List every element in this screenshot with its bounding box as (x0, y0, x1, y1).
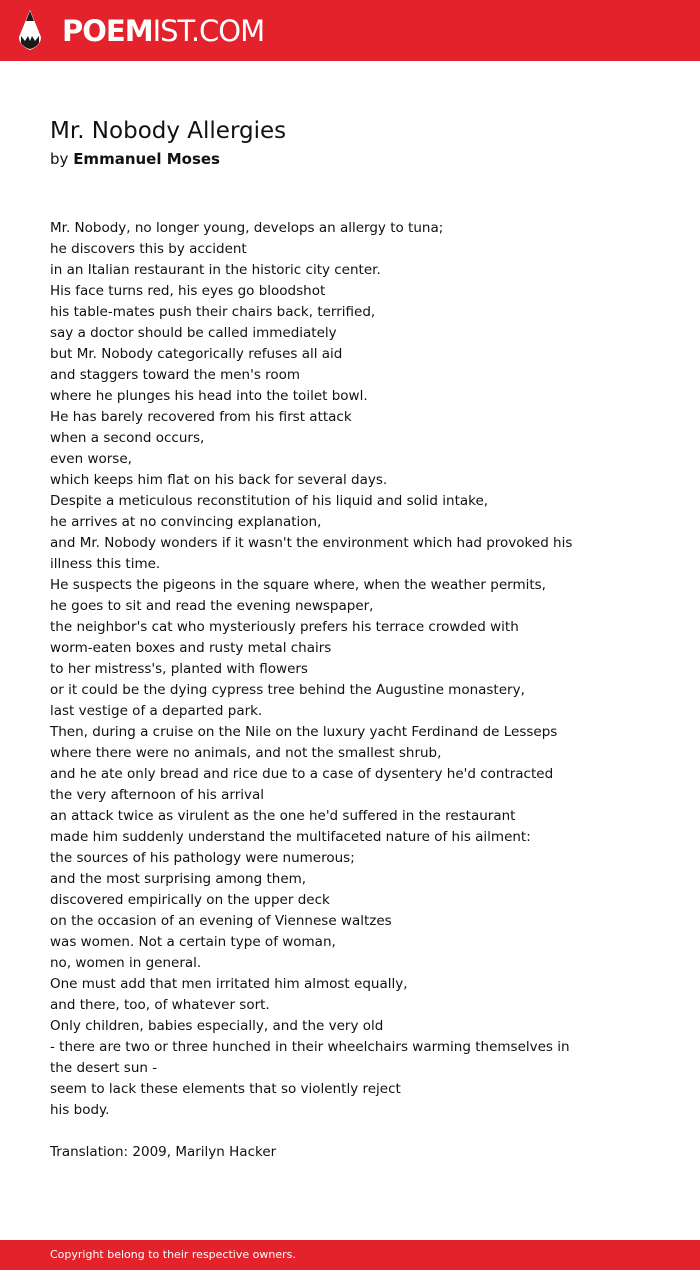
poem-line: the very afternoon of his arrival (50, 787, 265, 803)
site-logo[interactable] (62, 14, 264, 48)
poem-line: where there were no animals, and not the smallest shrub, (50, 745, 442, 761)
poem-body (50, 218, 670, 1163)
site-header (0, 0, 700, 61)
byline-label: by (50, 150, 69, 168)
poem-line: he arrives at no convincing explanation, (50, 514, 322, 530)
poem-line: even worse, (50, 451, 132, 467)
poem-line: Mr. Nobody, no longer young, develops an allergy to tuna; (50, 220, 444, 236)
copyright-text: Copyright belong to their respective owners. (50, 1248, 296, 1261)
poem-line: he discovers this by accident (50, 241, 247, 257)
logo-bold-text: POEM (62, 14, 153, 48)
poem-line: Only children, babies especially, and the very old (50, 1018, 384, 1034)
logo-light-text: IST.COM (152, 14, 265, 48)
poem-line: and the most surprising among them, (50, 871, 307, 887)
poem-line: Translation: 2009, Marilyn Hacker (50, 1144, 277, 1160)
poem-line: Then, during a cruise on the Nile on the luxury yacht Ferdinand de Lesseps (50, 724, 558, 740)
poem-line: last vestige of a departed park. (50, 703, 263, 719)
poem-line: but Mr. Nobody categorically refuses all aid (50, 346, 343, 362)
poem-line: One must add that men irritated him almost equally, (50, 976, 408, 992)
author-name: Emmanuel Moses (73, 150, 220, 168)
poem-line: made him suddenly understand the multifaceted nature of his ailment: (50, 829, 531, 845)
poem-line: to her mistress's, planted with flowers (50, 661, 308, 677)
poem-line: the sources of his pathology were numerous; (50, 850, 355, 866)
poem-line: his table-mates push their chairs back, terrified, (50, 304, 376, 320)
poem-line: and Mr. Nobody wonders if it wasn't the environment which had provoked his (50, 535, 573, 551)
poem-line: and there, too, of whatever sort. (50, 997, 270, 1013)
poem-title: Mr. Nobody Allergies (50, 118, 287, 144)
poem-line: the neighbor's cat who mysteriously prefers his terrace crowded with (50, 619, 519, 635)
poem-line: He suspects the pigeons in the square where, when the weather permits, (50, 577, 546, 593)
poem-line: say a doctor should be called immediately (50, 325, 337, 341)
poem-line: - there are two or three hunched in their wheelchairs warming themselves in (50, 1039, 570, 1055)
poem-line: on the occasion of an evening of Viennese waltzes (50, 913, 392, 929)
poem-line: discovered empirically on the upper deck (50, 892, 330, 908)
poem-line: he goes to sit and read the evening newspaper, (50, 598, 374, 614)
poem-line: and staggers toward the men's room (50, 367, 301, 383)
poem-line: no, women in general. (50, 955, 202, 971)
poem-line: His face turns red, his eyes go bloodshot (50, 283, 326, 299)
poem-line: an attack twice as virulent as the one he'd suffered in the restaurant (50, 808, 516, 824)
poem-line: worm-eaten boxes and rusty metal chairs (50, 640, 332, 656)
poem-line: when a second occurs, (50, 430, 205, 446)
poem-line: or it could be the dying cypress tree behind the Augustine monastery, (50, 682, 525, 698)
stanza-break (50, 1121, 670, 1142)
poem-line: the desert sun - (50, 1060, 158, 1076)
poem-line: seem to lack these elements that so violently reject (50, 1081, 401, 1097)
poem-line: illness this time. (50, 556, 161, 572)
poem-line: He has barely recovered from his first attack (50, 409, 352, 425)
poem-byline (50, 149, 220, 169)
poem-line: his body. (50, 1102, 110, 1118)
site-footer (0, 1240, 700, 1270)
poem-line: which keeps him flat on his back for several days. (50, 472, 388, 488)
poem-line: in an Italian restaurant in the historic city center. (50, 262, 381, 278)
pencil-icon (17, 9, 43, 51)
poem-line: where he plunges his head into the toilet bowl. (50, 388, 368, 404)
poem-line: Despite a meticulous reconstitution of his liquid and solid intake, (50, 493, 489, 509)
poem-line: and he ate only bread and rice due to a case of dysentery he'd contracted (50, 766, 554, 782)
poem-line: was women. Not a certain type of woman, (50, 934, 336, 950)
